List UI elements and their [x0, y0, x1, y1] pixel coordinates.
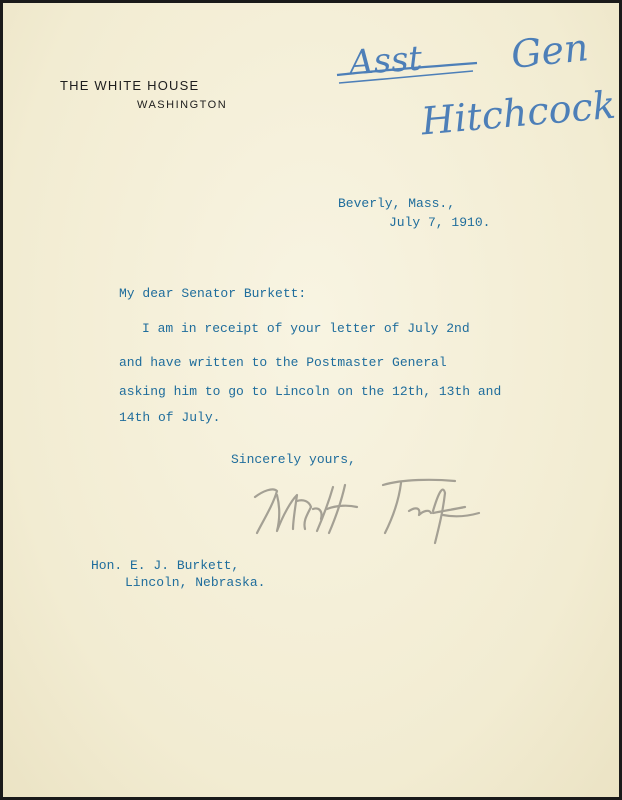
letterhead-subtitle: WASHINGTON [137, 99, 228, 111]
body-line-2: and have written to the Postmaster General [119, 355, 447, 370]
strikethrough-line [333, 53, 483, 93]
body-line-3: asking him to go to Lincoln on the 12th, 13th and [119, 384, 502, 399]
annotation-word-hitchcock: Hitchcock [419, 82, 618, 144]
signature [233, 471, 493, 551]
struck-word: Asst [347, 38, 424, 84]
recipient-place: Lincoln, Nebraska. [125, 575, 266, 590]
recipient-name: Hon. E. J. Burkett, [91, 558, 240, 573]
body-line-4: 14th of July. [119, 410, 221, 425]
dateline-date: July 7, 1910. [389, 215, 491, 230]
closing: Sincerely yours, [231, 452, 356, 467]
letter-page [3, 3, 619, 797]
annotation-word-gen: Gen [508, 25, 591, 77]
dateline-place: Beverly, Mass., [338, 196, 456, 211]
body-line-1: I am in receipt of your letter of July 2nd [142, 321, 470, 336]
letterhead-title: THE WHITE HOUSE [60, 78, 200, 93]
letterhead [60, 78, 227, 111]
salutation: My dear Senator Burkett: [119, 286, 307, 301]
